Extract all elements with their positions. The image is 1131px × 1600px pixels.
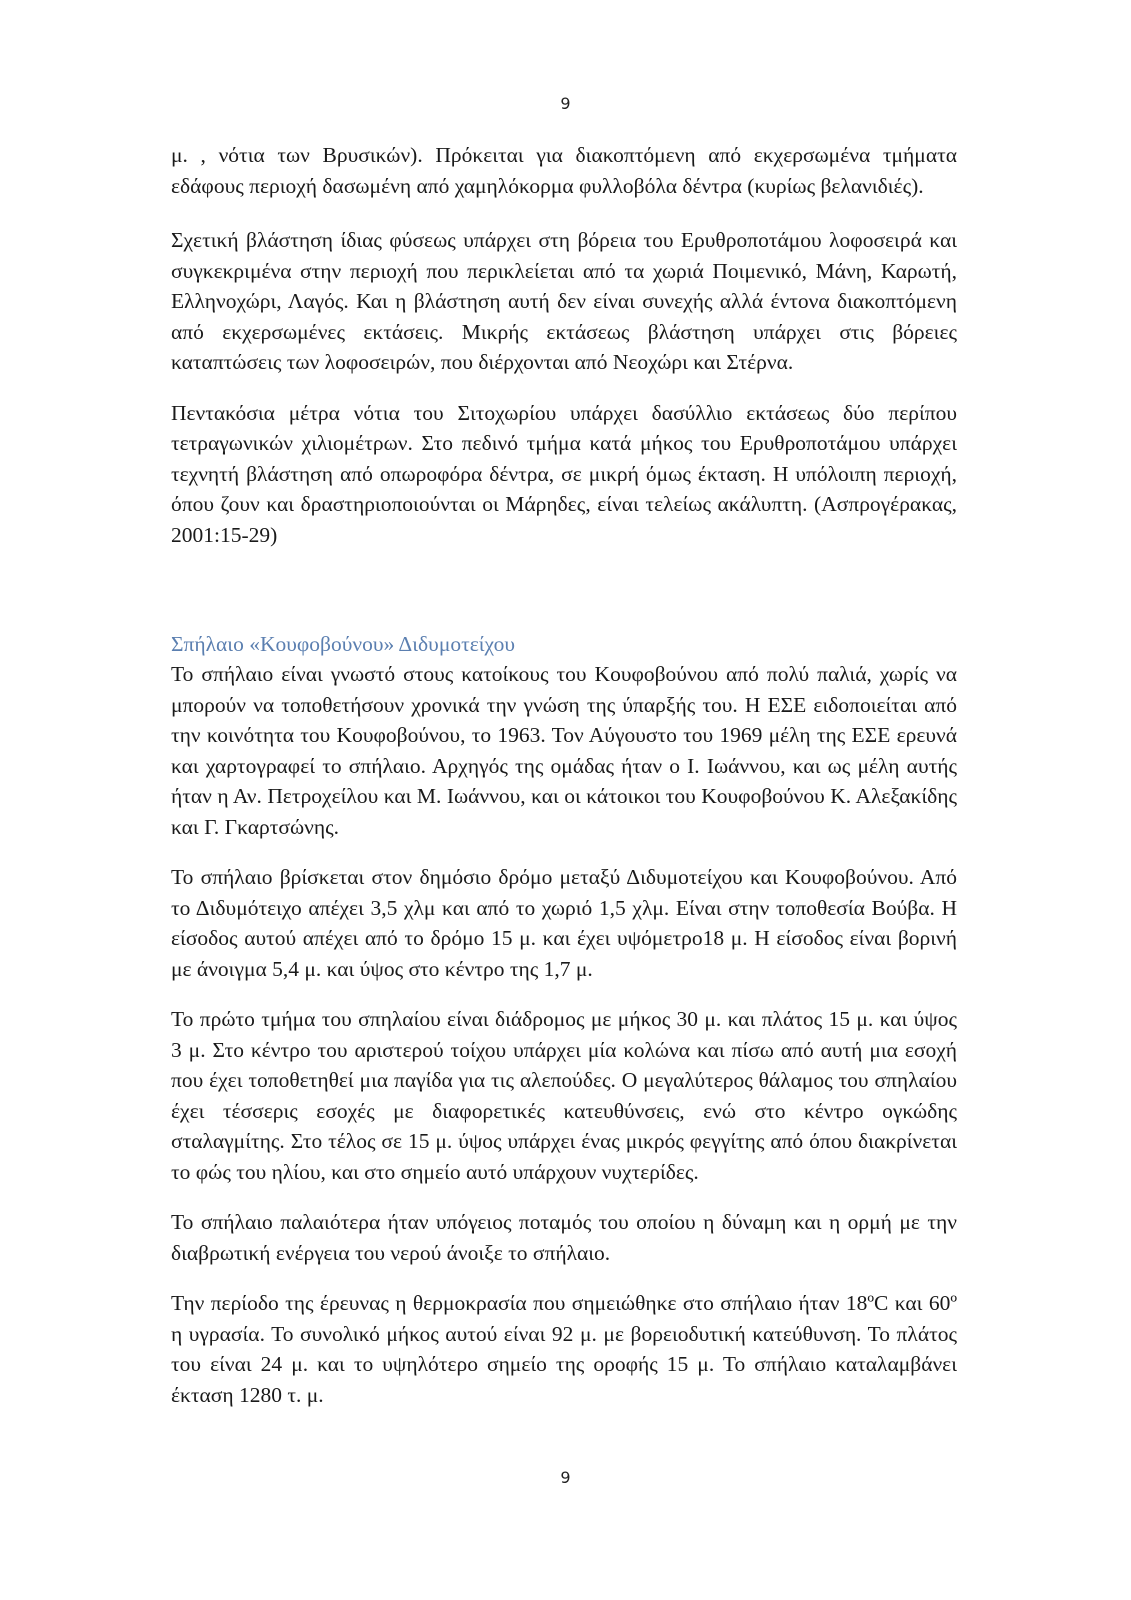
section-heading: Σπήλαιο «Κουφοβούνου» Διδυμοτείχου (171, 632, 516, 656)
page-body (171, 140, 957, 1430)
section-cave (171, 629, 957, 1410)
paragraph: Την περίοδο της έρευνας η θερμοκρασία που σημειώθηκε στο σπήλαιο ήταν 18ºC και 60º η υγρασία. Το συνολικό μήκος αυτού είναι 92 μ. με βορειοδυτική κατεύθυνση. Το πλάτος του είναι 24 μ. και το υψηλότερο σημείο της οροφής 15 μ. Το σπήλαιο καταλαμβάνει έκταση 1280 τ. μ. (171, 1291, 957, 1407)
paragraph: Το πρώτο τμήμα του σπηλαίου είναι διάδρομος με μήκος 30 μ. και πλάτος 15 μ. και ύψος 3 μ. Στο κέντρο του αριστερού τοίχου υπάρχει μία κολώνα και πίσω από αυτή μια εσοχή που έχει τοποθετηθεί μια παγίδα για τις αλεπούδες. Ο μεγαλύτερος θάλαμος του σπηλαίου έχει τέσσερις εσοχές με διαφορετικές κατευθύνσεις, ενώ στο κέντρο ογκώδης σταλαγμίτης. Στο τέλος σε 15 μ. ύψος υπάρχει ένας μικρός φεγγίτης από όπου διακρίνεται το φώς του ηλίου, και στο σημείο αυτό υπάρχουν νυχτερίδες. (171, 1007, 957, 1184)
paragraph: Το σπήλαιο παλαιότερα ήταν υπόγειος ποταμός του οποίου η δύναμη και η ορμή με την διαβρωτική ενέργεια του νερού άνοιξε το σπήλαιο. (171, 1210, 957, 1265)
paragraph: μ. , νότια των Βρυσικών). Πρόκειται για διακοπτόμενη από εκχερσωμένα τμήματα εδάφους περιοχή δασωμένη από χαμηλόκορμα φυλλοβόλα δέντρα (κυρίως βελανιδιές). (171, 143, 957, 198)
paragraph: Σχετική βλάστηση ίδιας φύσεως υπάρχει στη βόρεια του Ερυθροποτάμου λοφοσειρά και συγκεκριμένα στην περιοχή που περικλείεται από τα χωριά Ποιμενικό, Μάνη, Καρωτή, Ελληνοχώρι, Λαγός. Και η βλάστηση αυτή δεν είναι συνεχής αλλά έντονα διακοπτόμενη από εκχερσωμένες εκτάσεις. Μικρής εκτάσεως βλάστηση υπάρχει στις βόρειες καταπτώσεις των λοφοσειρών, που διέρχονται από Νεοχώρι και Στέρνα. (171, 228, 957, 374)
page-number-bottom: 9 (560, 1468, 571, 1487)
page-number-top: 9 (560, 94, 571, 113)
paragraph: Πεντακόσια μέτρα νότια του Σιτοχωρίου υπάρχει δασύλλιο εκτάσεως δύο περίπου τετραγωνικών χιλιομέτρων. Στο πεδινό τμήμα κατά μήκος του Ερυθροποτάμου υπάρχει τεχνητή βλάστηση από οπωροφόρα δέντρα, σε μικρή όμως έκταση. Η υπόλοιπη περιοχή, όπου ζουν και δραστηριοποιούνται οι Μάρηδες, είναι τελείως ακάλυπτη. (Ασπρογέρακας, 2001:15-29) (171, 400, 957, 547)
paragraph: Το σπήλαιο είναι γνωστό στους κατοίκους του Κουφοβούνου από πολύ παλιά, χωρίς να μπορούν να τοποθετήσουν χρονικά την γνώση της ύπαρξής του. Η ΕΣΕ ειδοποιείται από την κοινότητα του Κουφοβούνου, το 1963. Τον Αύγουστο του 1969 μέλη της ΕΣΕ ερευνά και χαρτογραφεί το σπήλαιο. Αρχηγός της ομάδας ήταν ο Ι. Ιωάννου, και ως μέλη αυτής ήταν η Αν. Πετροχείλου και Μ. Ιωάννου, και οι κάτοικοι του Κουφοβούνου Κ. Αλεξακίδης και Γ. Γκαρτσώνης. (171, 662, 957, 839)
paragraph: Το σπήλαιο βρίσκεται στον δημόσιο δρόμο μεταξύ Διδυμοτείχου και Κουφοβούνου. Από το Διδυμότειχο απέχει 3,5 χλμ και από το χωριό 1,5 χλμ. Είναι στην τοποθεσία Βούβα. Η είσοδος αυτού απέχει από το δρόμο 15 μ. και έχει υψόμετρο18 μ. Η είσοδος είναι βορινή με άνοιγμα 5,4 μ. και ύψος στο κέντρο της 1,7 μ. (171, 865, 957, 981)
